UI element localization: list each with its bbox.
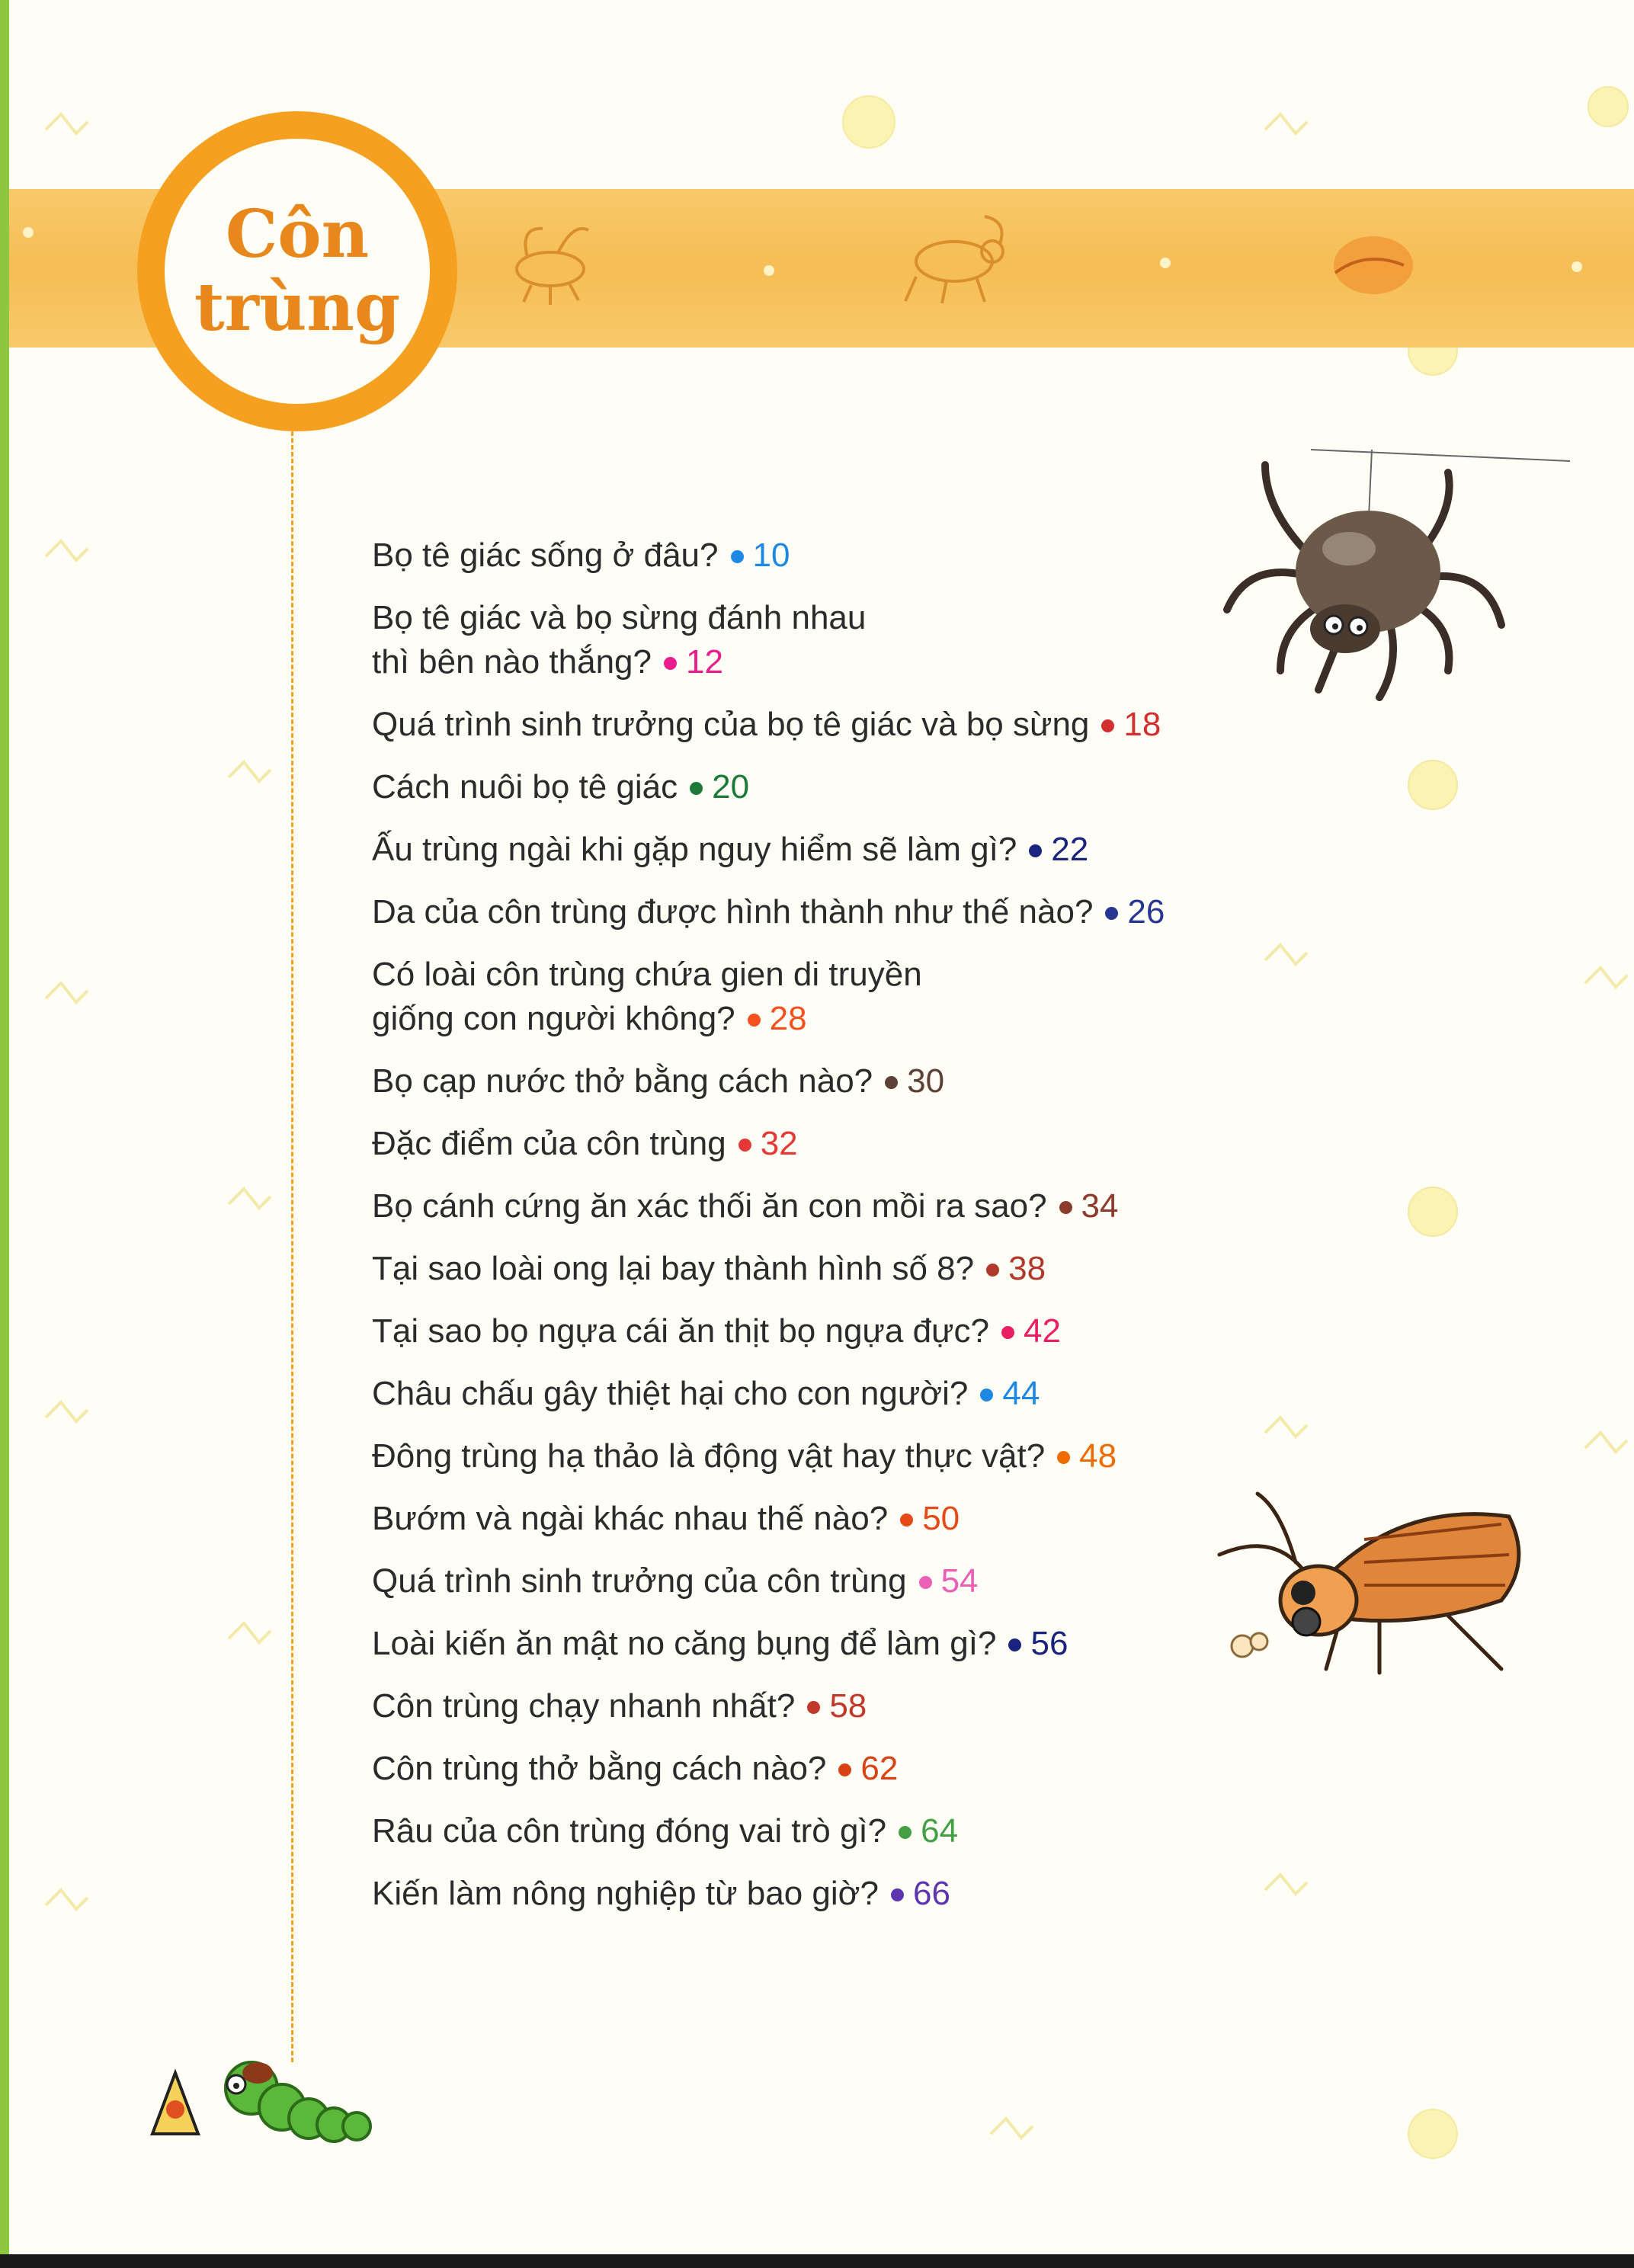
toc-item-title: Râu của côn trùng đóng vai trò gì?: [372, 1812, 887, 1850]
toc-bullet-icon: [664, 657, 677, 670]
toc-item[interactable]: [372, 1622, 1165, 1666]
toc-item[interactable]: [372, 1809, 1165, 1853]
toc-item[interactable]: [372, 1684, 1165, 1728]
toc-bullet-icon: [899, 1826, 912, 1839]
sketch-decoration: [1265, 1875, 1307, 1894]
toc-page-number: 32: [760, 1125, 798, 1162]
toc-page-number: 48: [1079, 1437, 1117, 1475]
toc-item-title: Tại sao loài ong lại bay thành hình số 8?: [372, 1250, 975, 1287]
sketch-decoration: [46, 114, 88, 133]
cricket-gas-mask-illustration: [1212, 1486, 1532, 1684]
toc-item[interactable]: [372, 765, 1165, 809]
toc-item[interactable]: [372, 1434, 1165, 1478]
sketch-decoration: [46, 1890, 88, 1909]
toc-item[interactable]: [372, 1184, 1165, 1228]
bottom-border: [0, 2254, 1634, 2268]
toc-page-number: 56: [1030, 1625, 1069, 1662]
sketch-decoration: [1585, 1433, 1627, 1452]
toc-bullet-icon: [885, 1076, 898, 1089]
toc-bullet-icon: [980, 1389, 993, 1401]
toc-item[interactable]: [372, 890, 1165, 934]
toc-page-number: 22: [1051, 831, 1089, 868]
sketch-decoration: [229, 1623, 271, 1642]
toc-page-number: 18: [1123, 706, 1161, 743]
bee-sketch-icon: [497, 219, 604, 311]
toc-bullet-icon: [731, 550, 744, 563]
toc-item-title: Bọ cạp nước thở bằng cách nào?: [372, 1062, 873, 1100]
sketch-decoration: [46, 1402, 88, 1421]
section-badge: [137, 111, 457, 431]
banner-dot: [764, 265, 774, 276]
toc-item-title: Quá trình sinh trưởng của côn trùng: [372, 1562, 907, 1600]
toc-item-title: Châu chấu gây thiệt hại cho con người?: [372, 1375, 969, 1412]
toc-page-number: 62: [860, 1750, 899, 1787]
toc-page-number: 66: [912, 1875, 950, 1912]
banner-dot: [23, 227, 34, 238]
toc-item-title: Tại sao bọ ngựa cái ăn thịt bọ ngựa đực?: [372, 1312, 989, 1350]
toc-page-number: 44: [1002, 1375, 1040, 1412]
toc-bullet-icon: [1101, 719, 1114, 732]
toc-bullet-icon: [1029, 844, 1042, 857]
sketch-decoration: [46, 541, 88, 560]
cricket-sketch-icon: [893, 212, 1015, 311]
toc-bullet-icon: [891, 1888, 904, 1901]
toc-item[interactable]: [372, 1747, 1165, 1791]
toc-bullet-icon: [919, 1576, 932, 1589]
toc-item-title: Đông trùng hạ thảo là động vật hay thực vật?: [372, 1437, 1046, 1475]
toc-item-title: Kiến làm nông nghiệp từ bao giờ?: [372, 1875, 879, 1912]
moon-decoration: [1588, 87, 1628, 127]
section-title-line2: trùng: [194, 269, 401, 346]
toc-bullet-icon: [807, 1701, 820, 1714]
sketch-decoration: [991, 2119, 1033, 2138]
section-title-line1: Côn: [225, 196, 370, 273]
toc-item-title: Bướm và ngài khác nhau thế nào?: [372, 1500, 889, 1537]
toc-item-title: Loài kiến ăn mật no căng bụng để làm gì?: [372, 1625, 997, 1662]
toc-page-number: 34: [1081, 1187, 1119, 1225]
banner-dot: [1160, 258, 1171, 268]
moon-decoration: [1408, 2109, 1457, 2158]
toc-page-number: 20: [712, 768, 750, 806]
toc-item[interactable]: [372, 953, 1165, 1041]
toc-item[interactable]: [372, 828, 1165, 872]
sketch-decoration: [1585, 968, 1627, 987]
moon-decoration: [1408, 761, 1457, 809]
toc-item-title: Cách nuôi bọ tê giác: [372, 768, 678, 806]
sketch-decoration: [1265, 945, 1307, 964]
sketch-decoration: [229, 762, 271, 781]
moon-decoration: [843, 96, 895, 148]
toc-bullet-icon: [739, 1139, 751, 1152]
banner-dot: [1572, 261, 1582, 272]
toc-bullet-icon: [1008, 1639, 1021, 1651]
toc-item-title: Côn trùng chạy nhanh nhất?: [372, 1687, 796, 1725]
toc-page-number: 10: [752, 537, 790, 574]
toc-item[interactable]: [372, 1122, 1165, 1166]
dashed-guide-line: [291, 431, 293, 2062]
toc-bullet-icon: [1001, 1326, 1014, 1339]
toc-page-number: 42: [1023, 1312, 1061, 1350]
toc-item-title: Côn trùng thở bằng cách nào?: [372, 1750, 827, 1787]
toc-item-title: Bọ cánh cứng ăn xác thối ăn con mồi ra sao?: [372, 1187, 1047, 1225]
toc-page-number: 50: [922, 1500, 960, 1537]
toc-item[interactable]: [372, 1497, 1165, 1541]
toc-bullet-icon: [748, 1014, 761, 1027]
toc-page-number: 30: [907, 1062, 945, 1100]
toc-item-title: Bọ tê giác sống ở đâu?: [372, 537, 719, 574]
toc-item[interactable]: [372, 703, 1165, 747]
toc-item[interactable]: [372, 533, 1165, 578]
toc-item-title: Ấu trùng ngài khi gặp nguy hiểm sẽ làm gì?: [372, 831, 1017, 868]
toc-page-number: 64: [921, 1812, 959, 1850]
toc-bullet-icon: [900, 1514, 913, 1526]
spider-illustration: [1197, 427, 1593, 701]
toc-item[interactable]: [372, 596, 1165, 684]
caterpillar-illustration: [137, 2012, 381, 2149]
toc-page-number: 12: [686, 643, 723, 681]
toc-item-title: Có loài côn trùng chứa gien di truyền giống con người không?: [372, 956, 922, 1037]
sketch-decoration: [229, 1189, 271, 1208]
table-of-contents: [372, 533, 1165, 1934]
toc-bullet-icon: [1057, 1451, 1070, 1464]
toc-item-title: Đặc điểm của côn trùng: [372, 1125, 726, 1162]
toc-item[interactable]: [372, 1372, 1165, 1416]
moon-decoration: [1408, 1187, 1457, 1236]
sketch-decoration: [1265, 114, 1307, 133]
toc-item-title: Quá trình sinh trưởng của bọ tê giác và bọ sừng: [372, 706, 1090, 743]
toc-item[interactable]: [372, 1559, 1165, 1603]
toc-bullet-icon: [1059, 1201, 1072, 1214]
toc-item-title: Bọ tê giác và bọ sừng đánh nhau thì bên nào thắng?: [372, 599, 867, 681]
toc-item[interactable]: [372, 1247, 1165, 1291]
sketch-decoration: [46, 983, 88, 1002]
toc-bullet-icon: [1105, 907, 1118, 920]
toc-page-number: 54: [940, 1562, 979, 1600]
toc-item[interactable]: [372, 1059, 1165, 1104]
toc-bullet-icon: [838, 1763, 851, 1776]
sketch-decoration: [1265, 1418, 1307, 1437]
toc-page-number: 58: [829, 1687, 867, 1725]
toc-item-title: Da của côn trùng được hình thành như thế nào?: [372, 893, 1094, 931]
toc-bullet-icon: [690, 782, 703, 795]
toc-page-number: 26: [1127, 893, 1165, 931]
toc-page-number: 38: [1008, 1250, 1046, 1287]
shell-sketch-icon: [1312, 227, 1419, 303]
toc-item[interactable]: [372, 1872, 1165, 1916]
toc-bullet-icon: [986, 1264, 999, 1277]
toc-item[interactable]: [372, 1309, 1165, 1353]
toc-page-number: 28: [769, 1000, 807, 1037]
